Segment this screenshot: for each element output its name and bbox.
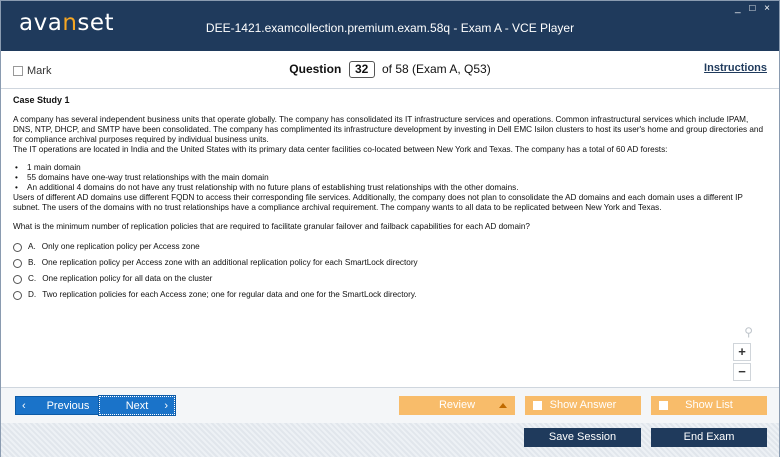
footer-bar: [1, 423, 779, 457]
window-controls[interactable]: _ □ ×: [735, 3, 773, 14]
review-label: Review: [438, 399, 476, 411]
answer-option-d[interactable]: [13, 287, 767, 303]
previous-label: Previous: [46, 400, 90, 412]
review-button[interactable]: [399, 396, 515, 415]
question-content: [1, 89, 779, 387]
list-item: • 1 main domain: [13, 163, 767, 173]
radio-button[interactable]: [13, 243, 22, 252]
checkbox-icon: [659, 401, 668, 410]
zoom-in-button[interactable]: +: [733, 343, 751, 361]
show-list-label: Show List: [685, 399, 733, 411]
question-bar: [1, 51, 779, 89]
list-item: • 55 domains have one-way trust relationships with the main domain: [13, 173, 767, 183]
triangle-up-icon: [499, 403, 507, 408]
navigation-bar: [1, 387, 779, 423]
case-paragraph: A company has several independent business units that operate globally. The company has consolidated its IT infrastructure services and operations. Common infrastructural services which include IPAM, DNS, NTP, DHCP, and SMTP have been consolidated. The company has complimented its infrastructure development by investing in Dell EMC Isilon clusters to host its user's home and group directories and for compliance archival purposes required by individual business units.: [13, 115, 764, 144]
option-letter: B.: [28, 258, 36, 267]
next-label: Next: [125, 400, 149, 412]
list-item: • An additional 4 domains do not have any trust relationship with no future plans of establishing trust relationships with the other domains.: [13, 183, 767, 193]
radio-button[interactable]: [13, 275, 22, 284]
bullet-list: [13, 163, 767, 193]
answer-option-b[interactable]: [13, 255, 767, 271]
avanset-logo: avanset: [19, 10, 115, 36]
save-session-button[interactable]: Save Session: [524, 428, 641, 447]
option-letter: A.: [28, 242, 36, 251]
zoom-out-button[interactable]: −: [733, 363, 751, 381]
question-indicator: [1, 61, 779, 78]
answer-option-c[interactable]: [13, 271, 767, 287]
case-study-title: Case Study 1: [13, 95, 70, 105]
magnifier-icon: ⚲: [744, 325, 753, 339]
window-title: DEE-1421.examcollection.premium.exam.58q - Exam A - VCE Player: [205, 21, 575, 35]
next-button[interactable]: [99, 396, 175, 415]
chevron-left-icon: ‹: [22, 400, 26, 412]
end-exam-button[interactable]: End Exam: [651, 428, 767, 447]
case-paragraph: The IT operations are located in India and the United States with its primary data center facilities co-located between New York and Texas. The company has a total of 60 AD forests:: [13, 145, 668, 154]
option-text: Only one replication policy per Access zone: [41, 242, 200, 251]
option-text: One replication policy for all data on the cluster: [42, 274, 213, 283]
option-letter: D.: [28, 290, 37, 299]
question-total: of 58 (Exam A, Q53): [381, 62, 491, 76]
chevron-right-icon: ›: [164, 400, 168, 412]
question-number-input[interactable]: 32: [349, 61, 375, 78]
instructions-link[interactable]: Instructions: [704, 62, 767, 74]
show-answer-button[interactable]: [525, 396, 641, 415]
mark-label: Mark: [27, 65, 52, 77]
answer-option-a[interactable]: [13, 239, 767, 255]
question-label: Question: [289, 62, 342, 76]
show-answer-label: Show Answer: [549, 399, 617, 411]
case-paragraph: Users of different AD domains use different FQDN to access their corresponding file services. Additionally, the company does not plan to consolidate the AD domains and each domain uses a different IP subnet. The users of the domains with no trust relationships have a compliance archival requirement. The company wants to all data to be replicated between New York and Texas.: [13, 193, 743, 212]
radio-button[interactable]: [13, 259, 22, 268]
show-list-button[interactable]: [651, 396, 767, 415]
radio-button[interactable]: [13, 291, 22, 300]
question-text: What is the minimum number of replication policies that are required to facilitate granular failover and failback capabilities for each AD domain?: [13, 222, 530, 231]
title-bar: [1, 1, 779, 51]
checkbox-icon: [533, 401, 542, 410]
option-letter: C.: [28, 274, 37, 283]
option-text: Two replication policies for each Access zone; one for regular data and one for the SmartLock directory.: [42, 290, 417, 299]
option-text: One replication policy per Access zone with an additional replication policy for each SmartLock directory: [41, 258, 418, 267]
